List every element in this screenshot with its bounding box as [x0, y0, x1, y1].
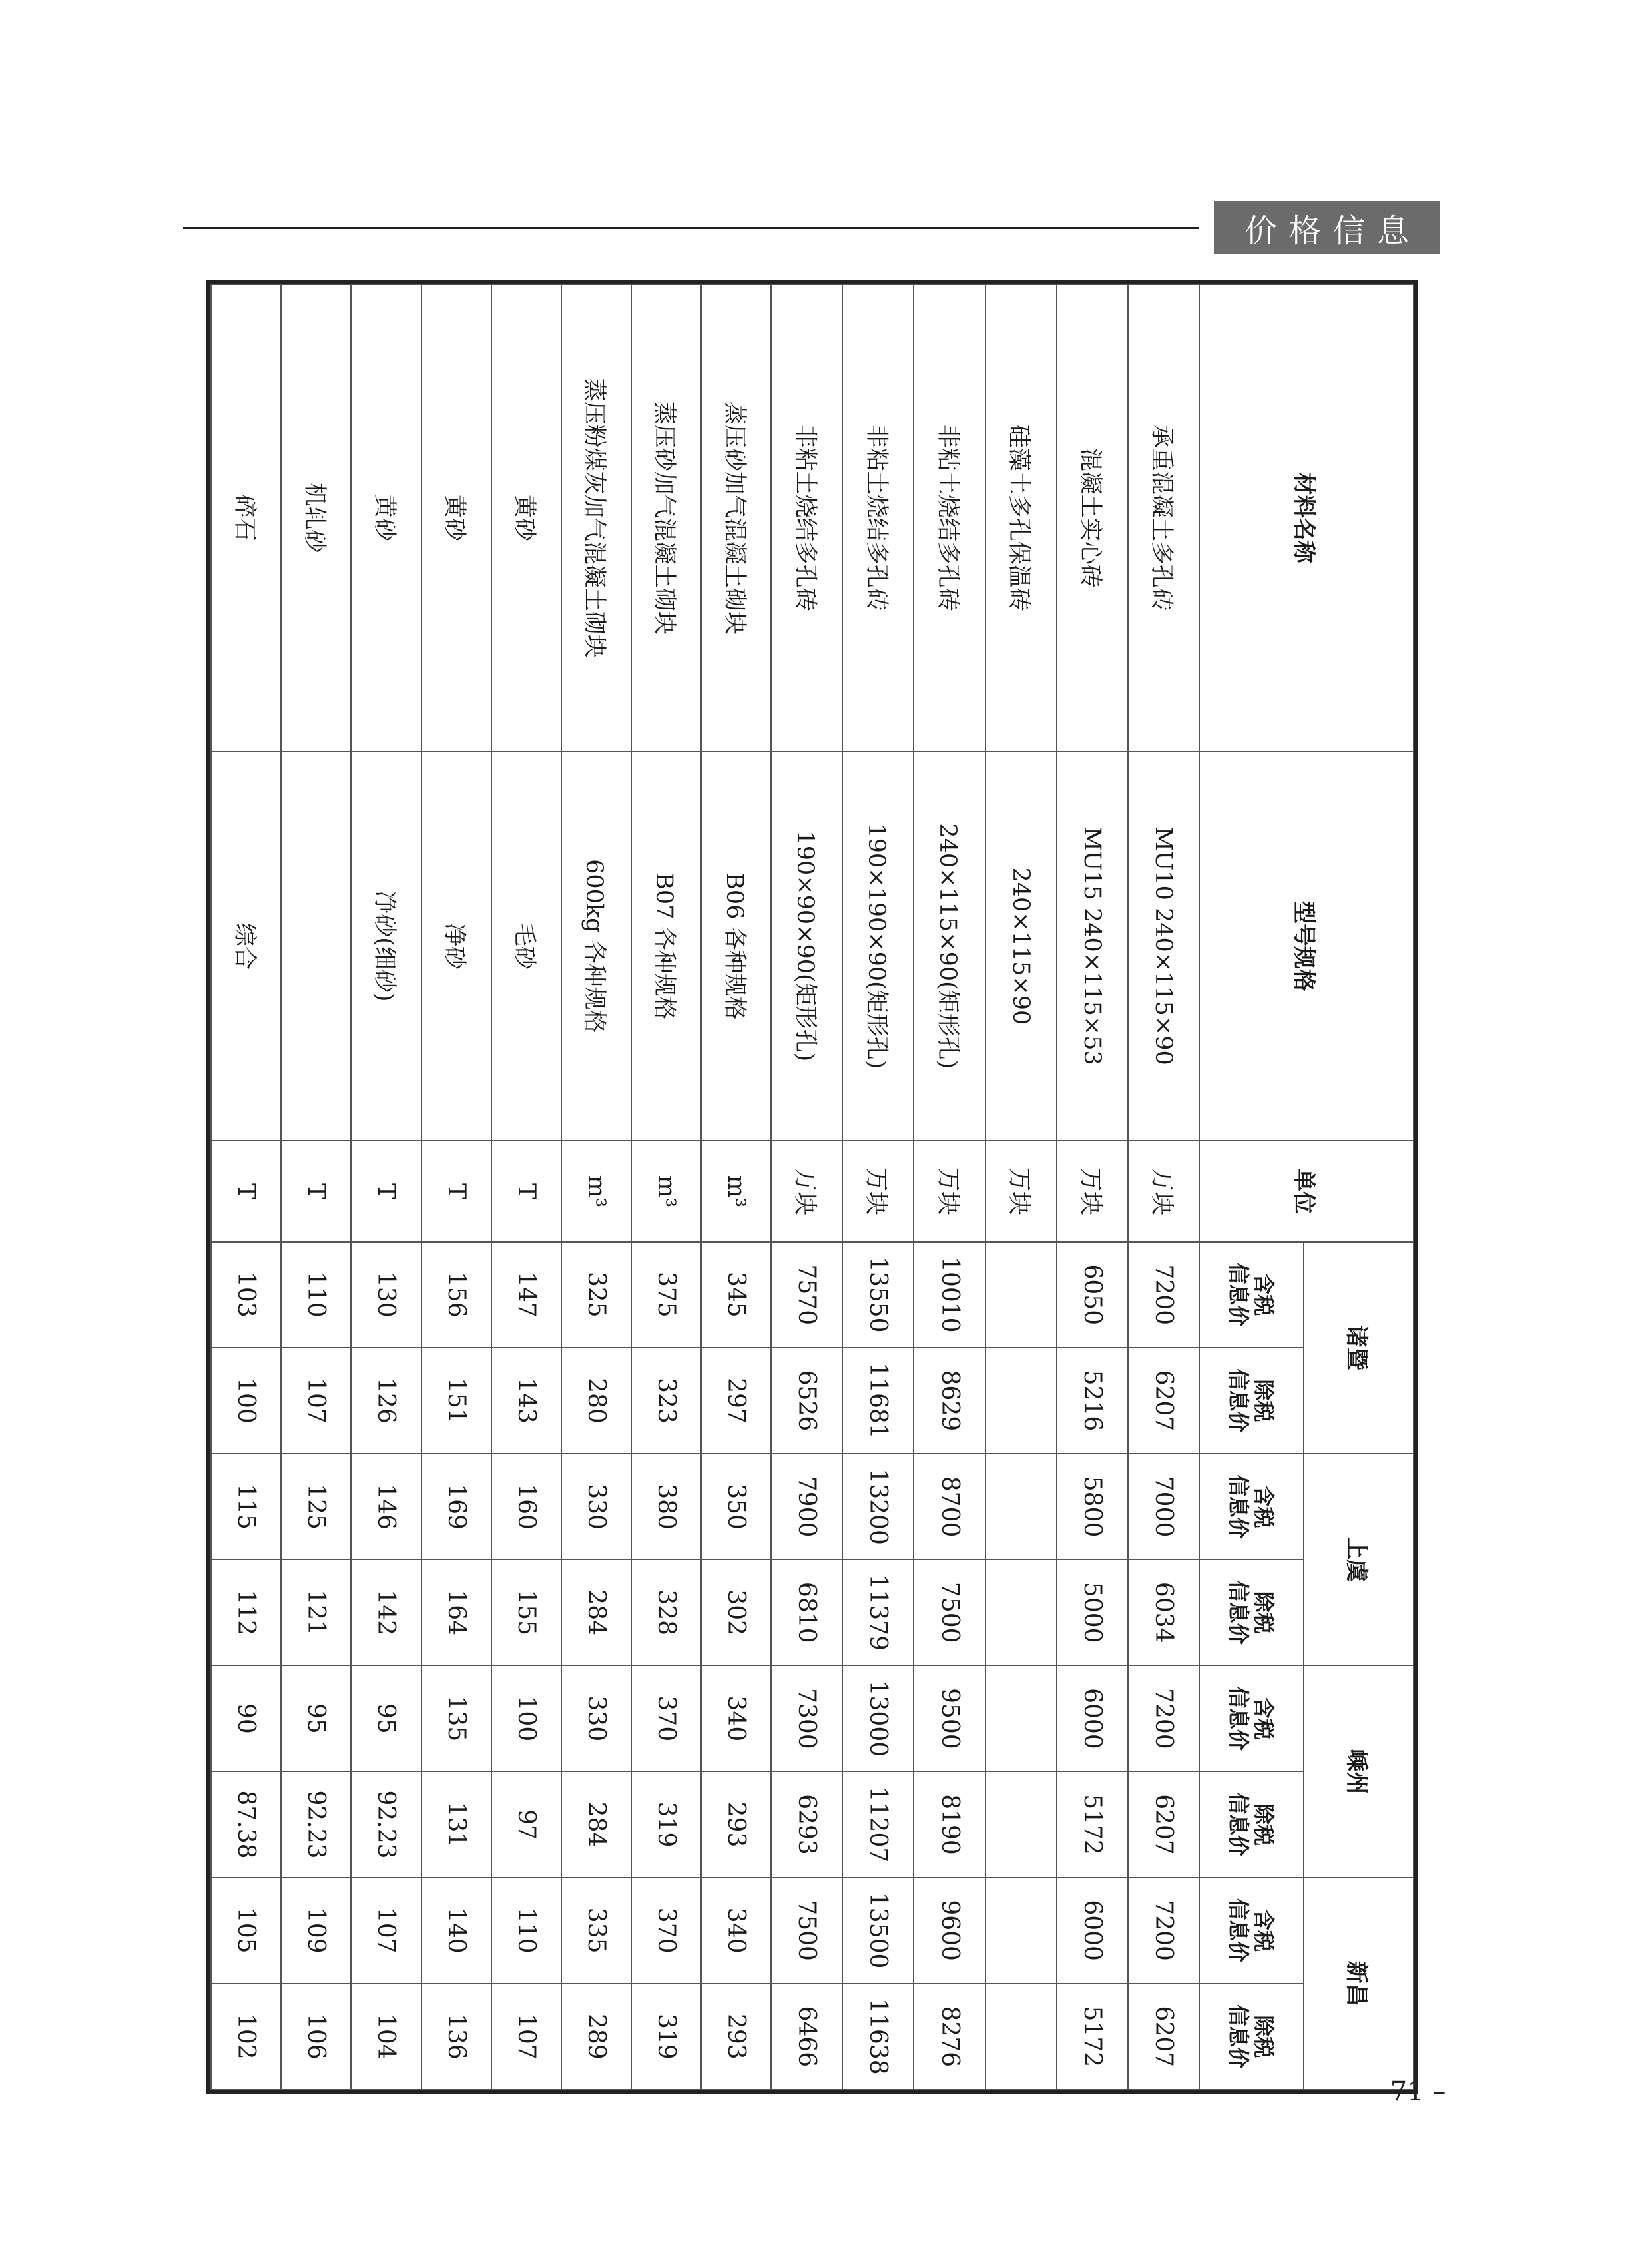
- price-without-tax-cell: 284: [561, 1771, 631, 1877]
- unit-cell: T: [491, 1141, 561, 1242]
- price-with-tax-cell: 375: [631, 1242, 701, 1348]
- price-without-tax-cell: 6034: [1128, 1559, 1199, 1665]
- spec-cell: 190×190×90(矩形孔): [842, 752, 914, 1141]
- price-with-tax-cell: 13200: [842, 1454, 914, 1559]
- price-without-tax-cell: 155: [491, 1559, 561, 1665]
- material-name-cell: 碎石: [211, 284, 281, 752]
- price-with-tax-cell: 156: [421, 1242, 491, 1348]
- price-with-tax-cell: 130: [351, 1242, 421, 1348]
- header-price-without-tax: 除税 信息价: [1199, 1559, 1304, 1665]
- unit-cell: 万块: [985, 1141, 1057, 1242]
- unit-cell: T: [211, 1141, 281, 1242]
- header-price-without-tax: 除税 信息价: [1199, 1348, 1304, 1454]
- price-with-tax-cell: 140: [421, 1878, 491, 1984]
- table-row: [631, 284, 701, 2090]
- price-without-tax-cell: 297: [701, 1348, 771, 1454]
- price-with-tax-cell: 325: [561, 1242, 631, 1348]
- price-with-tax-cell: [985, 1665, 1057, 1771]
- price-without-tax-cell: 280: [561, 1348, 631, 1454]
- spec-cell: MU10 240×115×90: [1128, 752, 1199, 1141]
- table-row: [211, 284, 281, 2090]
- price-without-tax-cell: 319: [631, 1984, 701, 2090]
- price-without-tax-cell: 102: [211, 1984, 281, 2090]
- table-body: [211, 284, 1199, 2090]
- price-with-tax-cell: 9600: [914, 1878, 985, 1984]
- unit-cell: 万块: [914, 1141, 985, 1242]
- price-without-tax-cell: 11638: [842, 1984, 914, 2090]
- unit-cell: 万块: [771, 1141, 842, 1242]
- table-row: [491, 284, 561, 2090]
- price-with-tax-cell: 370: [631, 1878, 701, 1984]
- price-without-tax-cell: 5000: [1057, 1559, 1128, 1665]
- header-unit: 单位: [1199, 1141, 1414, 1242]
- price-without-tax-cell: 100: [211, 1348, 281, 1454]
- material-name-cell: 蒸压砂加气混凝土砌块: [631, 284, 701, 752]
- price-without-tax-cell: 126: [351, 1348, 421, 1454]
- spec-cell: 综合: [211, 752, 281, 1141]
- price-without-tax-cell: 289: [561, 1984, 631, 2090]
- price-with-tax-cell: 7200: [1128, 1665, 1199, 1771]
- price-without-tax-cell: 323: [631, 1348, 701, 1454]
- unit-cell: m³: [701, 1141, 771, 1242]
- header-region-zhuji: 诸暨: [1304, 1242, 1414, 1454]
- price-with-tax-cell: 370: [631, 1665, 701, 1771]
- table-row: [771, 284, 842, 2090]
- price-with-tax-cell: 330: [561, 1454, 631, 1559]
- header-region-shangyu: 上虞: [1304, 1454, 1414, 1665]
- price-without-tax-cell: 11681: [842, 1348, 914, 1454]
- price-without-tax-cell: 5172: [1057, 1771, 1128, 1877]
- price-without-tax-cell: 104: [351, 1984, 421, 2090]
- price-without-tax-cell: 6466: [771, 1984, 842, 2090]
- unit-cell: m³: [561, 1141, 631, 1242]
- table-row: [701, 284, 771, 2090]
- header-price-with-tax: 含税 信息价: [1199, 1665, 1304, 1771]
- table-row: [281, 284, 351, 2090]
- price-with-tax-cell: 160: [491, 1454, 561, 1559]
- price-with-tax-cell: 335: [561, 1878, 631, 1984]
- unit-cell: 万块: [842, 1141, 914, 1242]
- price-with-tax-cell: 380: [631, 1454, 701, 1559]
- rotated-table-container: [210, 284, 1414, 2090]
- price-without-tax-cell: 302: [701, 1559, 771, 1665]
- price-without-tax-cell: 5172: [1057, 1984, 1128, 2090]
- price-with-tax-cell: 147: [491, 1242, 561, 1348]
- unit-cell: T: [421, 1141, 491, 1242]
- price-with-tax-cell: 340: [701, 1878, 771, 1984]
- spec-cell: 190×90×90(矩形孔): [771, 752, 842, 1141]
- price-without-tax-cell: 5216: [1057, 1348, 1128, 1454]
- price-without-tax-cell: 293: [701, 1771, 771, 1877]
- price-without-tax-cell: 136: [421, 1984, 491, 2090]
- price-without-tax-cell: 107: [281, 1348, 351, 1454]
- material-name-cell: 黄砂: [491, 284, 561, 752]
- price-table: [210, 284, 1414, 2090]
- price-without-tax-cell: 142: [351, 1559, 421, 1665]
- table-row: [914, 284, 985, 2090]
- price-without-tax-cell: 112: [211, 1559, 281, 1665]
- unit-cell: T: [351, 1141, 421, 1242]
- price-without-tax-cell: [985, 1771, 1057, 1877]
- header-price-with-tax: 含税 信息价: [1199, 1242, 1304, 1348]
- price-with-tax-cell: 135: [421, 1665, 491, 1771]
- price-with-tax-cell: 6000: [1057, 1665, 1128, 1771]
- spec-cell: 毛砂: [491, 752, 561, 1141]
- price-with-tax-cell: 100: [491, 1665, 561, 1771]
- price-with-tax-cell: 169: [421, 1454, 491, 1559]
- price-with-tax-cell: 5800: [1057, 1454, 1128, 1559]
- price-without-tax-cell: 6207: [1128, 1984, 1199, 2090]
- header-region-shengzhou: 嵊州: [1304, 1665, 1414, 1877]
- price-with-tax-cell: 110: [491, 1878, 561, 1984]
- price-with-tax-cell: 95: [281, 1665, 351, 1771]
- material-name-cell: 蒸压砂加气混凝土砌块: [701, 284, 771, 752]
- price-with-tax-cell: 7500: [771, 1878, 842, 1984]
- price-without-tax-cell: 106: [281, 1984, 351, 2090]
- spec-cell: 净砂(细砂): [351, 752, 421, 1141]
- price-without-tax-cell: 164: [421, 1559, 491, 1665]
- table-row: [561, 284, 631, 2090]
- price-with-tax-cell: 7300: [771, 1665, 842, 1771]
- price-with-tax-cell: 6050: [1057, 1242, 1128, 1348]
- table-row: [985, 284, 1057, 2090]
- price-with-tax-cell: 9500: [914, 1665, 985, 1771]
- header-rule: [183, 227, 1199, 229]
- price-without-tax-cell: 11379: [842, 1559, 914, 1665]
- table-row: [842, 284, 914, 2090]
- material-name-cell: 承重混凝土多孔砖: [1128, 284, 1199, 752]
- price-with-tax-cell: [985, 1242, 1057, 1348]
- price-without-tax-cell: 87.38: [211, 1771, 281, 1877]
- price-with-tax-cell: 146: [351, 1454, 421, 1559]
- table-row: [351, 284, 421, 2090]
- price-without-tax-cell: 328: [631, 1559, 701, 1665]
- price-without-tax-cell: 6207: [1128, 1771, 1199, 1877]
- price-with-tax-cell: 13000: [842, 1665, 914, 1771]
- price-with-tax-cell: 345: [701, 1242, 771, 1348]
- header-price-with-tax: 含税 信息价: [1199, 1878, 1304, 1984]
- spec-cell: 净砂: [421, 752, 491, 1141]
- header-price-without-tax: 除税 信息价: [1199, 1771, 1304, 1877]
- unit-cell: 万块: [1057, 1141, 1128, 1242]
- price-with-tax-cell: 125: [281, 1454, 351, 1559]
- price-with-tax-cell: [985, 1878, 1057, 1984]
- price-without-tax-cell: 8276: [914, 1984, 985, 2090]
- page-number: – 71 –: [1368, 2076, 1446, 2107]
- price-without-tax-cell: 6293: [771, 1771, 842, 1877]
- price-with-tax-cell: 340: [701, 1665, 771, 1771]
- material-name-cell: 蒸压粉煤灰加气混凝土砌块: [561, 284, 631, 752]
- spec-cell: [281, 752, 351, 1141]
- material-name-cell: 黄砂: [421, 284, 491, 752]
- table-row: [1057, 284, 1128, 2090]
- price-table-frame: [206, 280, 1418, 2094]
- price-without-tax-cell: 107: [491, 1984, 561, 2090]
- price-without-tax-cell: 293: [701, 1984, 771, 2090]
- price-without-tax-cell: 7500: [914, 1559, 985, 1665]
- price-with-tax-cell: 115: [211, 1454, 281, 1559]
- material-name-cell: 混凝土实心砖: [1057, 284, 1128, 752]
- material-name-cell: 机轧砂: [281, 284, 351, 752]
- header-region-xinchang: 新昌: [1304, 1878, 1414, 2090]
- price-without-tax-cell: 6526: [771, 1348, 842, 1454]
- price-with-tax-cell: 90: [211, 1665, 281, 1771]
- price-without-tax-cell: 92.23: [281, 1771, 351, 1877]
- price-without-tax-cell: [985, 1984, 1057, 2090]
- price-with-tax-cell: 95: [351, 1665, 421, 1771]
- price-without-tax-cell: 11207: [842, 1771, 914, 1877]
- price-without-tax-cell: 92.23: [351, 1771, 421, 1877]
- price-without-tax-cell: 131: [421, 1771, 491, 1877]
- material-name-cell: 硅藻土多孔保温砖: [985, 284, 1057, 752]
- price-with-tax-cell: 7200: [1128, 1878, 1199, 1984]
- price-with-tax-cell: 13500: [842, 1878, 914, 1984]
- price-without-tax-cell: [985, 1559, 1057, 1665]
- price-with-tax-cell: 7200: [1128, 1242, 1199, 1348]
- price-with-tax-cell: 7900: [771, 1454, 842, 1559]
- spec-cell: 240×115×90: [985, 752, 1057, 1141]
- price-with-tax-cell: 7000: [1128, 1454, 1199, 1559]
- material-name-cell: 非粘土烧结多孔砖: [771, 284, 842, 752]
- price-with-tax-cell: 103: [211, 1242, 281, 1348]
- spec-cell: B06 各种规格: [701, 752, 771, 1141]
- price-without-tax-cell: [985, 1348, 1057, 1454]
- price-without-tax-cell: 6810: [771, 1559, 842, 1665]
- price-without-tax-cell: 121: [281, 1559, 351, 1665]
- price-with-tax-cell: 330: [561, 1665, 631, 1771]
- header-material-name: 材料名称: [1199, 284, 1414, 752]
- header-price-without-tax: 除税 信息价: [1199, 1984, 1304, 2090]
- table-row: [421, 284, 491, 2090]
- unit-cell: m³: [631, 1141, 701, 1242]
- price-with-tax-cell: 10010: [914, 1242, 985, 1348]
- price-with-tax-cell: 105: [211, 1878, 281, 1984]
- unit-cell: T: [281, 1141, 351, 1242]
- price-without-tax-cell: 284: [561, 1559, 631, 1665]
- price-without-tax-cell: 8190: [914, 1771, 985, 1877]
- price-without-tax-cell: 97: [491, 1771, 561, 1877]
- price-with-tax-cell: 350: [701, 1454, 771, 1559]
- price-with-tax-cell: 7570: [771, 1242, 842, 1348]
- price-without-tax-cell: 6207: [1128, 1348, 1199, 1454]
- table-row: [1128, 284, 1199, 2090]
- price-without-tax-cell: 8629: [914, 1348, 985, 1454]
- price-with-tax-cell: 107: [351, 1878, 421, 1984]
- spec-cell: B07 各种规格: [631, 752, 701, 1141]
- material-name-cell: 非粘土烧结多孔砖: [842, 284, 914, 752]
- price-without-tax-cell: 319: [631, 1771, 701, 1877]
- spec-cell: 240×115×90(矩形孔): [914, 752, 985, 1141]
- header-spec: 型号规格: [1199, 752, 1414, 1141]
- spec-cell: 600kg 各种规格: [561, 752, 631, 1141]
- price-without-tax-cell: 151: [421, 1348, 491, 1454]
- price-without-tax-cell: 143: [491, 1348, 561, 1454]
- price-with-tax-cell: 8700: [914, 1454, 985, 1559]
- material-name-cell: 黄砂: [351, 284, 421, 752]
- price-with-tax-cell: 109: [281, 1878, 351, 1984]
- section-title: 价格信息: [1214, 201, 1440, 254]
- material-name-cell: 非粘土烧结多孔砖: [914, 284, 985, 752]
- spec-cell: MU15 240×115×53: [1057, 752, 1128, 1141]
- price-with-tax-cell: 6000: [1057, 1878, 1128, 1984]
- unit-cell: 万块: [1128, 1141, 1199, 1242]
- price-with-tax-cell: 13550: [842, 1242, 914, 1348]
- header-price-with-tax: 含税 信息价: [1199, 1454, 1304, 1559]
- price-with-tax-cell: [985, 1454, 1057, 1559]
- price-with-tax-cell: 110: [281, 1242, 351, 1348]
